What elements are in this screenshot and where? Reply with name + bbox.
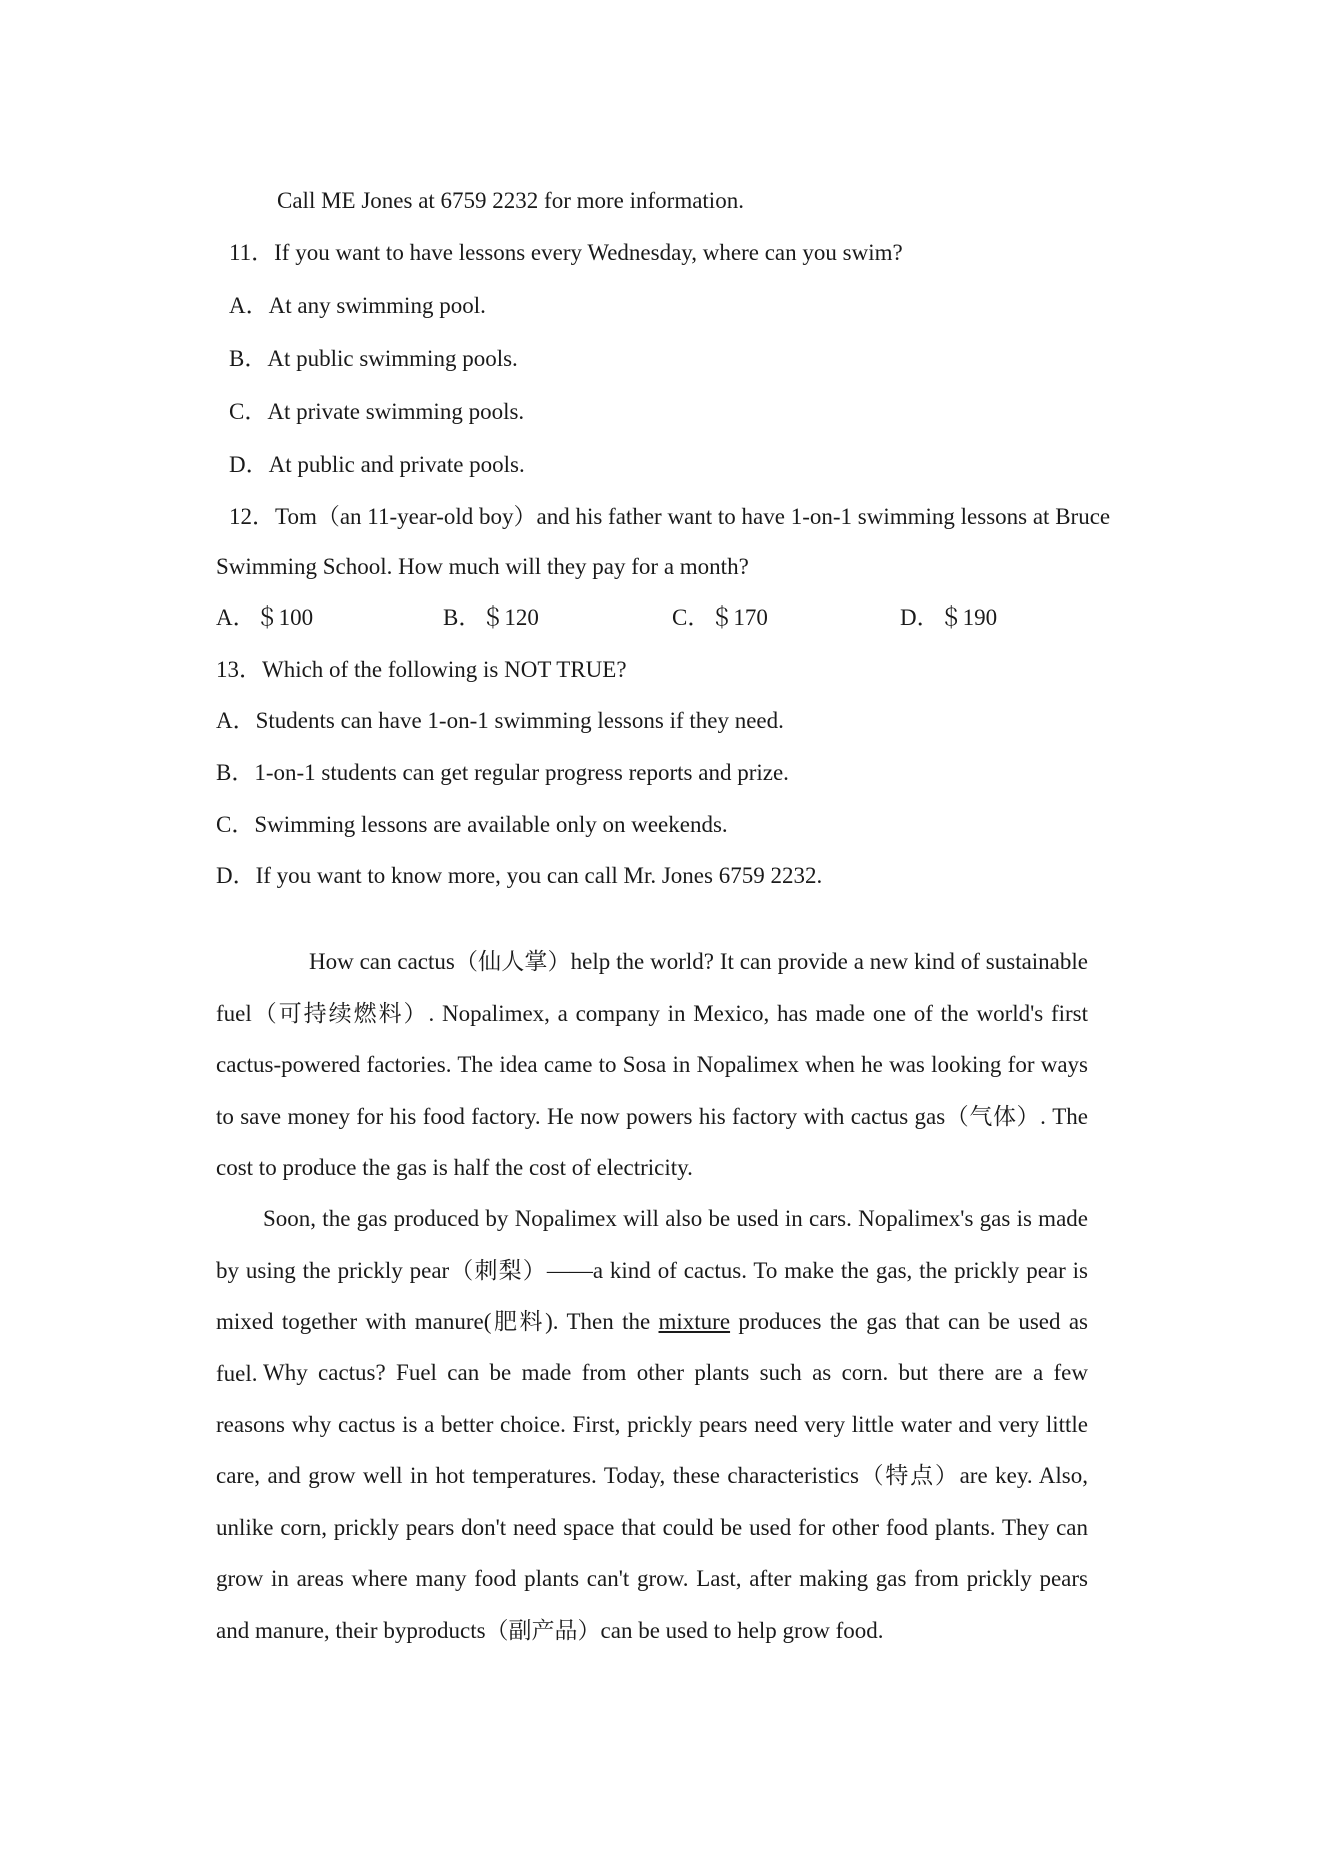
underlined-word-mixture: mixture: [658, 1309, 731, 1334]
q11-option-d: D．At public and private pools.: [229, 452, 525, 477]
q12-option-c: C．＄170: [672, 605, 768, 630]
contact-info-line: Call ME Jones at 6759 2232 for more information.: [277, 188, 744, 213]
q13-option-b: B．1-on-1 students can get regular progress reports and prize.: [216, 760, 789, 785]
q12-options-row: [216, 603, 1116, 633]
q13-option-a: A．Students can have 1-on-1 swimming lessons if they need.: [216, 708, 784, 733]
question-12-line-2: Swimming School. How much will they pay for a month?: [216, 554, 749, 579]
q13-option-d: D．If you want to know more, you can call Mr. Jones 6759 2232.: [216, 863, 823, 888]
p2-text-before: Soon, the gas produced by Nopalimex will also be used in cars. Nopalimex's gas is made by using the prickly pear（刺梨）——a kind of cactus. To make the gas, the prickly pear is mixed together with manure(肥料). Then the: [216, 1206, 1088, 1334]
q11-option-a: A．At any swimming pool.: [229, 293, 486, 318]
passage-paragraph-1: How can cactus（仙人掌）help the world? It can provide a new kind of sustainable fuel（可持续燃料）. Nopalimex, a company in Mexico, has made one of the world's first cactus-powered factories. The idea came to Sosa in Nopalimex when he was looking for ways to save money for his food factory. He now powers his factory with cactus gas（气体）. The cost to produce the gas is half the cost of electricity.: [216, 949, 1088, 1180]
q11-option-c: C．At private swimming pools.: [229, 399, 525, 424]
p2-text-after: produces the gas that can be used as fuel.: [216, 1309, 1088, 1386]
passage-paragraph-3: Why cactus? Fuel can be made from other plants such as corn. but there are a few reasons why cactus is a better choice. First, prickly pears need very little water and very little care, and grow well in hot temperatures. Today, these characteristics（特点）are key. Also, unlike corn, prickly pears don't need space that could be used for other food plants. They can grow in areas where many food plants can't grow. Last, after making gas from prickly pears and manure, their byproducts（副产品）can be used to help grow food.: [216, 1360, 1088, 1643]
q12-option-b: B．＄120: [443, 605, 539, 630]
q11-option-b: B．At public swimming pools.: [229, 346, 518, 371]
question-12-line-1: 12．Tom（an 11-year-old boy）and his father want to have 1-on-1 swimming lessons at Bruce: [229, 504, 1111, 529]
q13-option-c: C．Swimming lessons are available only on weekends.: [216, 812, 728, 837]
question-11: 11．If you want to have lessons every Wednesday, where can you swim?: [229, 240, 903, 265]
q12-option-a: A．＄100: [216, 605, 314, 630]
question-13: 13．Which of the following is NOT TRUE?: [216, 657, 627, 682]
q12-option-d: D．＄190: [900, 605, 998, 630]
